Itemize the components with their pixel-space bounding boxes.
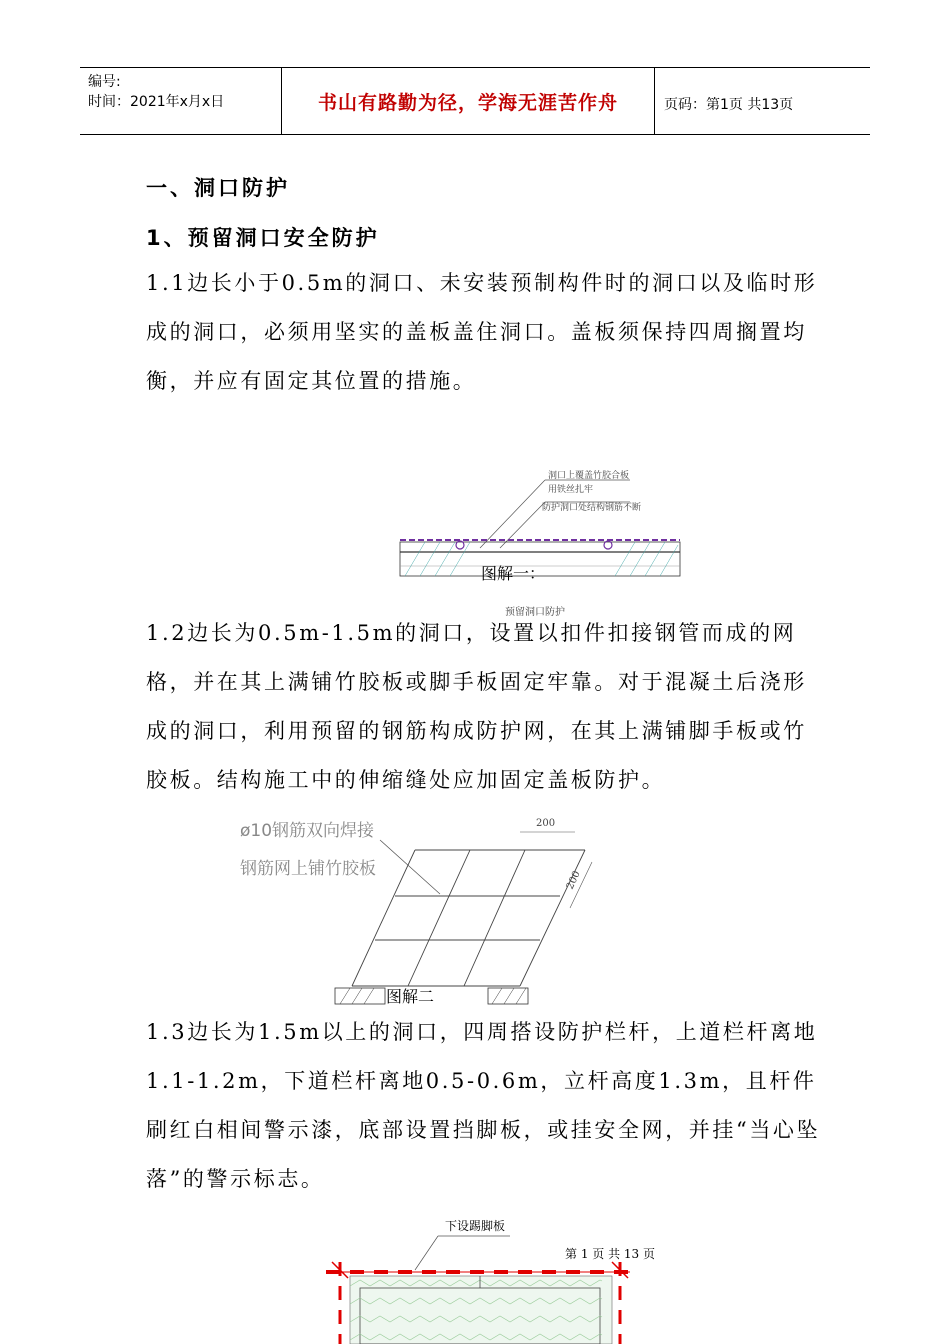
figure-3-label: 下设踢脚板 (445, 1219, 506, 1233)
paragraph-2 (146, 609, 826, 805)
paragraph-3-text: 1.3边长为1.5m以上的洞口，四周搭设防护栏杆，上道栏杆离地1.1-1.2m，下道栏杆离地0.5-0.6m，立杆高度1.3m，且杆件刷红白相间警示漆，底部设置挡脚板，或挂安全网，并挂“当心坠落”的警示标志。 (146, 1020, 821, 1191)
paragraph-2-text: 1.2边长为0.5m-1.5m的洞口，设置以扣件扣接钢管而成的网格，并在其上满铺竹胶板或脚手板固定牢靠。对于混凝土后浇形成的洞口，利用预留的钢筋构成防护网，在其上满铺脚手板或竹胶板。结构施工中的伸缩缝处应加固定盖板防护。 (146, 621, 807, 792)
section-heading: 一、洞口防护 (146, 176, 290, 200)
paragraph-1-text: 1.1边长小于0.5m的洞口、未安装预制构件时的洞口以及临时形成的洞口，必须用坚实的盖板盖住洞口。盖板须保持四周搁置均衡，并应有固定其位置的措施。 (146, 271, 818, 393)
header-top-rule (80, 67, 870, 68)
figure-2-label-1: ø10钢筋双向焊接 (240, 821, 375, 841)
header-code: 编号: (88, 74, 121, 90)
subsection-heading: 1、预留洞口安全防护 (146, 226, 380, 250)
figure-1-note-3: 防护洞口处结构钢筋不断 (542, 503, 642, 513)
paragraph-3 (146, 1008, 826, 1204)
paragraph-1 (146, 259, 826, 406)
figure-2-label-2: 钢筋网上铺竹胶板 (240, 859, 376, 879)
figure-2-dim-1: 200 (536, 818, 556, 829)
figure-3-diagram (320, 1212, 655, 1344)
header-meta (88, 72, 224, 112)
figure-1-caption: 图解一： (481, 564, 546, 583)
figure-1-note-2: 用铁丝扎牢 (548, 485, 594, 495)
figure-1-note-1: 洞口上覆盖竹胶合板 (548, 471, 630, 481)
figure-1-title: 预留洞口防护 (505, 607, 565, 618)
header-bottom-rule (80, 134, 870, 135)
figure-3-page-note: 第 1 页 共 13 页 (565, 1247, 655, 1261)
figure-2-diagram (230, 810, 610, 1010)
header-date: 时间：2021年x月x日 (88, 94, 225, 110)
header-divider-right (654, 67, 655, 135)
figure-1-diagram (380, 460, 700, 620)
header-motto: 书山有路勤为径，学海无涯苦作舟 (317, 92, 618, 114)
figure-2-caption: 图解二 (386, 987, 435, 1006)
figure-2-dim-2: 200 (564, 869, 583, 892)
header-page-number: 页码：第1页 共13页 (664, 97, 794, 113)
